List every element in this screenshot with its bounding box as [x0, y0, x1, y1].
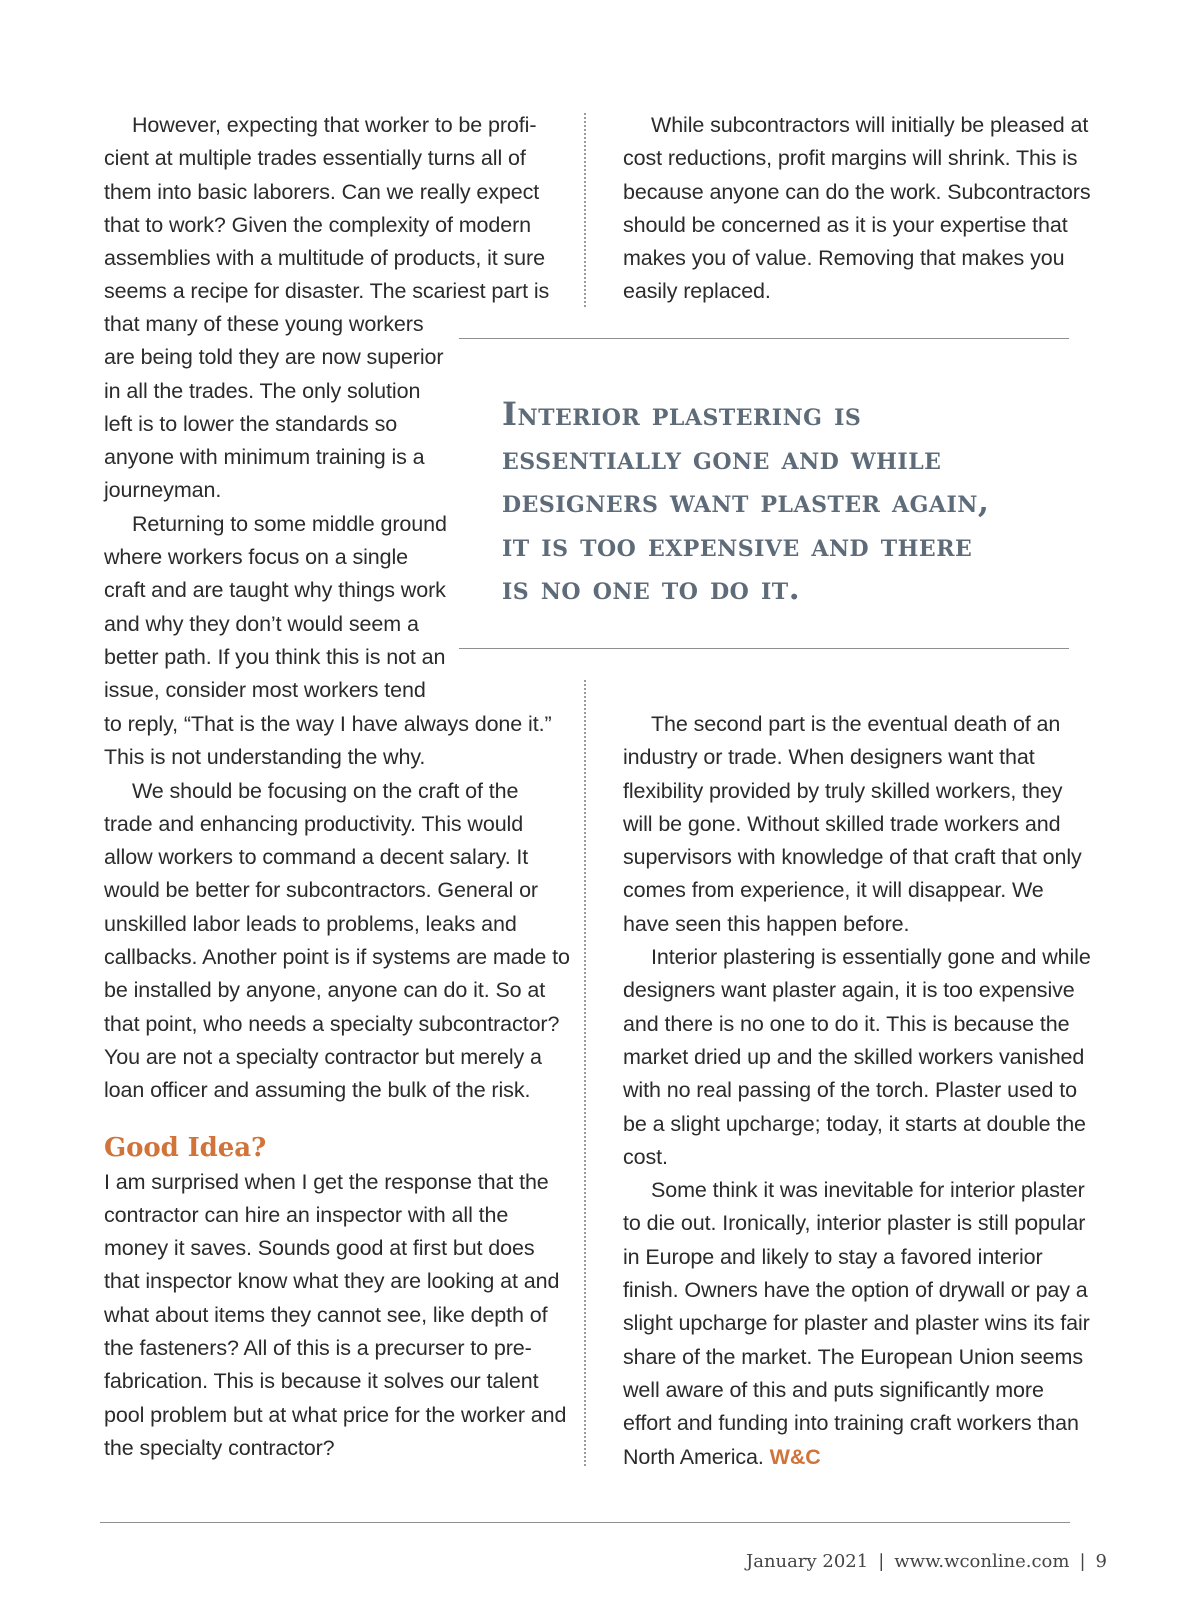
- paragraph: [623, 1174, 1095, 1474]
- paragraph: I am surprised when I get the response that the contractor can hire an inspector with all the money it saves. Sounds good at first but does that inspector know what they are looking at and what about items they cannot see, like depth of the fasteners? All of this is a precurser to pre-fabrication. This is because it solves our talent pool problem but at what price for the worker and the specialty contractor?: [104, 1169, 567, 1460]
- pull-quote-rule-top: [459, 338, 1069, 339]
- section-heading: Good Idea?: [104, 1132, 267, 1163]
- paragraph: that many of these young workers are being told they are now superior in all the trades. The only solution left is to lower the standards so anyone with minimum training is a journeyman.: [104, 312, 444, 503]
- page-number: 9: [1095, 1551, 1107, 1572]
- footer-rule: [100, 1522, 1070, 1523]
- issue-date: January 2021: [746, 1551, 869, 1572]
- pull-quote-line: Interior plastering is: [502, 395, 862, 433]
- left-column-wrap: [104, 308, 454, 708]
- left-column-bottom: [104, 708, 572, 1465]
- right-column-bottom: [623, 708, 1095, 1474]
- paragraph: The second part is the eventual death of an industry or trade. When designers want that flexibility provided by truly skilled workers, they will be gone. Without skilled trade workers and supervisors with knowledge of that craft that only comes from experience, it will disappear. We have seen this happen before.: [623, 712, 1082, 936]
- paragraph: to reply, “That is the way I have always done it.” This is not understanding the why.: [104, 712, 552, 770]
- footer-separator: |: [878, 1551, 885, 1572]
- paragraph: Returning to some middle ground where workers focus on a single craft and are taught why things work and why they don’t would seem a better path. If you think this is not an issue, consider most workers tend: [104, 511, 447, 703]
- pull-quote-rule-bottom: [459, 648, 1069, 649]
- left-column-top: [104, 109, 574, 309]
- paragraph: We should be focusing on the craft of the trade and enhancing productivity. This would allow workers to command a decent salary. It would be better for subcontractors. General or unskilled labor leads to problems, leaks and callbacks. Another point is if systems are made to be installed by anyone, anyone can do it. So at that point, who needs a specialty subcontractor? You are not a specialty contractor but merely a loan officer and assuming the bulk of the risk.: [104, 778, 570, 1103]
- footer-separator: |: [1079, 1551, 1086, 1572]
- pull-quote: [502, 393, 1102, 611]
- page-footer: [746, 1551, 1107, 1572]
- column-divider-top: [584, 113, 586, 307]
- pull-quote-line: designers want plaster again,: [502, 482, 990, 520]
- paragraph: Interior plastering is essentially gone and while designers want plaster again, it is too expensive and there is no one to do it. This is because the market dried up and the skilled workers vanished with no real passing of the torch. Plaster used to be a slight upcharge; today, it starts at double the cost.: [623, 945, 1091, 1169]
- pull-quote-line: it is too expensive and there: [502, 525, 973, 564]
- pull-quote-line: essentially gone and while: [502, 438, 942, 477]
- paragraph: However, expecting that worker to be proficient at multiple trades essentially turns all of them into basic laborers. Can we really expect that to work? Given the complexity of modern assemblies with a multitude of products, it sure seems a recipe for disaster. The scariest part is: [104, 113, 550, 304]
- paragraph-text: Some think it was inevitable for interior plaster to die out. Ironically, interior plaster is still popular in Europe and likely to stay a favored interior finish. Owners have the option of drywall or pay a slight upcharge for plaster and plaster wins its fair share of the market. The European Union seems well aware of this and puts significantly more effort and funding into training craft workers than North America.: [623, 1178, 1090, 1469]
- right-column-top: [623, 109, 1095, 309]
- end-mark: W&C: [769, 1444, 821, 1469]
- pull-quote-line: is no one to do it.: [502, 569, 801, 607]
- column-divider-bottom: [584, 680, 586, 1466]
- paragraph: While subcontractors will initially be pleased at cost reductions, profit margins will shrink. This is because anyone can do the work. Subcontractors should be concerned as it is your expertise that makes you of value. Removing that makes you easily replaced.: [623, 113, 1091, 304]
- website-link[interactable]: www.wconline.com: [894, 1551, 1070, 1572]
